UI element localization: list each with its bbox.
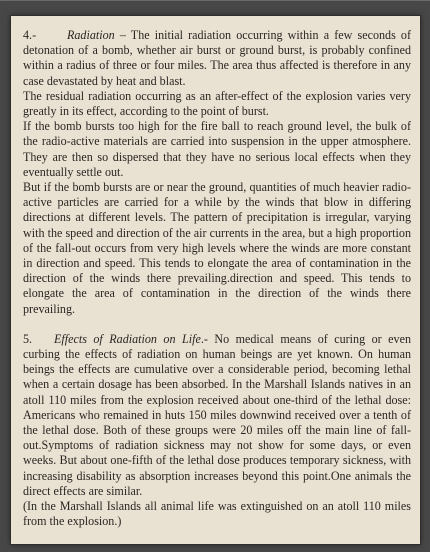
section-4-paragraph: The residual radiation occurring as an after-effect of the explosion varies very greatly in its effect, according to the point of burst. — [23, 88, 411, 119]
section-4-number: 4.- — [23, 28, 37, 42]
section-5-note: (In the Marshall Islands all animal life was extinguished on an atoll 110 miles from the explosion.) — [23, 499, 411, 529]
section-4-paragraph: But if the bomb bursts are or near the ground, quantities of much heavier radio-active particles are carried for a while by the winds that blow in differing directions at different levels. The pattern of precipitation is irregular, varying with the speed and direction of the air currents in the area, but a high proportion of the fall-out occurs from very high levels where the winds are more constant in direction and speed. This tends to elongate the area of contamination in the direction of the winds there prevailing.direction and speed. This tends to elongate the area of contamination in the direction of the winds there prevailing. — [23, 180, 411, 316]
section-4-intro-text: – The initial radiation occurring within a few seconds of detonation of a bomb, whether air burst or ground burst, is probably confined within a radius of three or four miles. The area thus affected is therefore in any case devastated by heat and blast. — [23, 28, 411, 88]
section-4-paragraph: If the bomb bursts too high for the fire ball to reach ground level, the bulk of the radio-active materials are carried into suspension in the upper atmosphere. They are then so dispersed that they have no serious local effects when they eventually settle out. — [23, 119, 411, 179]
document-page — [11, 16, 420, 544]
paragraph-gap — [23, 317, 411, 332]
section-4-intro — [23, 28, 411, 89]
section-4-heading: Radiation — [67, 28, 115, 42]
section-5-heading: Effects of Radiation on Life — [54, 331, 201, 346]
section-5-body — [23, 332, 411, 499]
section-5-body-text: .- No medical means of curing or even curbing the effects of radiation on human beings are yet known. On human beings the effects are cumulative over a considerable period, becoming lethal when a certain dosage has been absorbed. In the Marshall Islands natives in an atoll 110 miles from the explosion received about one-third of the lethal dose: Americans who remained in huts 150 miles downwind received over a tenth of the lethal dose. Both of these groups were 20 miles off the main line of fall-out.Symptoms of radiation sickness may not show for some days, or even weeks. But about one-fifth of the lethal dose produces temporary sickness, with increasing disability as absorption increases beyond this point.One animals the direct effects are similar. — [23, 331, 411, 498]
section-5-number: 5. — [23, 331, 33, 346]
